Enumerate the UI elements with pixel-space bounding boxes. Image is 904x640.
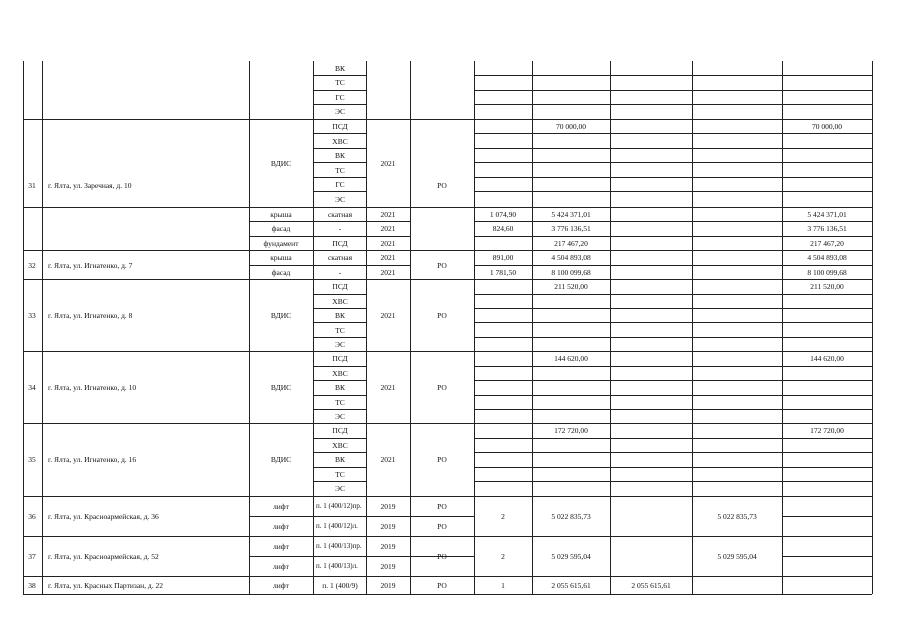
year: 2021	[380, 224, 396, 233]
owner: РО	[437, 383, 447, 392]
grid-line	[474, 148, 872, 149]
grid-line	[313, 162, 366, 163]
item-code: ПСД	[332, 282, 348, 291]
owner: РО	[437, 581, 447, 590]
grid-line	[474, 61, 475, 594]
grid-line	[23, 496, 872, 497]
grid-line	[42, 61, 43, 594]
work-type: фасад	[271, 224, 291, 233]
grid-line	[313, 438, 366, 439]
item-code: ТС	[335, 325, 345, 335]
year: 2021	[380, 268, 396, 277]
year: 2021	[380, 159, 396, 168]
capital-repair-table	[23, 61, 872, 594]
grid-line	[23, 423, 872, 424]
grid-line	[23, 119, 872, 120]
owner: РО	[437, 455, 447, 464]
grid-line	[23, 594, 872, 595]
work-type: ВДИС	[270, 455, 292, 464]
grid-line	[313, 75, 366, 76]
address: г. Ялта, ул. Игнатенко, д. 8	[48, 311, 133, 320]
grid-line	[313, 148, 366, 149]
grid-line	[474, 133, 872, 134]
area: 1 781,50	[489, 268, 517, 277]
work-type: лифт	[273, 502, 289, 511]
grid-line	[474, 481, 872, 482]
grid-line	[23, 279, 872, 280]
cost: 70 000,00	[556, 122, 586, 131]
address: г. Ялта, ул. Игнатенко, д. 16	[48, 455, 137, 464]
work-type: лифт	[273, 522, 289, 531]
grid-line	[313, 481, 366, 482]
grid-line	[313, 452, 366, 453]
address: г. Ялта, ул. Игнатенко, д. 10	[48, 383, 137, 392]
item-code: ПСД	[332, 122, 348, 131]
area: 824,60	[492, 224, 514, 233]
grid-line	[782, 516, 872, 517]
row-number: 37	[28, 552, 36, 561]
grid-line	[872, 61, 873, 594]
total: 3 776 136,51	[807, 224, 847, 233]
grid-line	[313, 380, 366, 381]
total: 217 467,20	[810, 239, 844, 248]
work-type: лифт	[273, 581, 289, 590]
grid-line	[610, 61, 611, 594]
item-code: ВК	[334, 151, 346, 160]
cost: 144 620,00	[554, 354, 588, 363]
item-code: ГС	[335, 180, 345, 189]
address: г. Ялта, ул. Красноармейская, д. 52	[48, 552, 159, 561]
work-type: фундамент	[263, 239, 299, 248]
item-code: ГС	[335, 93, 345, 102]
grid-line	[313, 337, 366, 338]
address: г. Ялта, ул. Игнатенко, д. 7	[48, 261, 133, 270]
item-code: ВК	[334, 383, 346, 392]
grid-line	[23, 576, 872, 577]
grid-line	[474, 452, 872, 453]
grid-line	[249, 221, 410, 222]
cost: 5 029 595,04	[551, 552, 591, 561]
grid-line	[313, 90, 366, 91]
item-code: ЭС	[335, 107, 345, 116]
grid-line	[366, 61, 367, 594]
grid-line	[782, 61, 783, 594]
address: г. Ялта, ул. Заречная, д. 10	[48, 181, 132, 190]
item-code: ЭС	[335, 484, 345, 493]
grid-line	[474, 438, 872, 439]
owner: РО	[437, 311, 447, 320]
lift-code: п. 1 (400/13)л.	[316, 562, 358, 570]
lift-code: п. 1 (400/13)пр.	[316, 542, 362, 550]
grid-line	[313, 191, 366, 192]
item-code: ТС	[335, 78, 345, 87]
grid-line	[23, 536, 872, 537]
address: г. Ялта, ул. Красных Партизан, д. 22	[48, 581, 163, 590]
grid-line	[474, 366, 872, 367]
row-number: 38	[28, 581, 36, 590]
cost: 8 100 099,68	[551, 268, 591, 277]
item-code: ПСД	[332, 239, 348, 248]
address: г. Ялта, ул. Красноармейская, д. 36	[48, 512, 159, 521]
grid-line	[474, 207, 872, 208]
total: 70 000,00	[812, 122, 842, 131]
cost: 5 022 835,73	[551, 512, 591, 521]
item-code: ПСД	[332, 354, 348, 363]
owner: РО	[437, 522, 447, 531]
lift-code: п. 1 (400/12)пр.	[316, 502, 362, 510]
work-type: крыша	[270, 253, 292, 262]
year: 2021	[380, 311, 396, 320]
grid-line	[249, 236, 410, 237]
grid-line	[474, 236, 872, 237]
work-type: фасад	[271, 268, 291, 277]
grid-line	[474, 308, 872, 309]
lift-code: п. 1 (400/9)	[322, 581, 358, 590]
grid-line	[474, 294, 872, 295]
item-code: ХВС	[332, 137, 348, 146]
work-type: лифт	[273, 542, 289, 551]
total: 8 100 099,68	[807, 268, 847, 277]
work-type: лифт	[273, 562, 289, 571]
item-code: ПСД	[332, 426, 348, 435]
total: 4 504 893,08	[807, 253, 847, 262]
owner: РО	[437, 181, 447, 190]
year: 2019	[380, 562, 396, 571]
grid-line	[532, 61, 533, 594]
year: 2019	[380, 502, 396, 511]
year: 2019	[380, 581, 396, 590]
grid-line	[313, 133, 366, 134]
total: 5 424 371,01	[807, 210, 847, 219]
cost: 172 720,00	[554, 426, 588, 435]
grid-line	[474, 395, 872, 396]
row-number: 35	[28, 455, 36, 464]
owner: РО	[437, 261, 447, 270]
grid-line	[313, 409, 366, 410]
year: 2021	[380, 253, 396, 262]
grid-line	[249, 265, 410, 266]
work-type: ВДИС	[270, 159, 292, 168]
item-code: ХВС	[332, 368, 348, 378]
grid-line	[313, 467, 366, 468]
grid-line	[313, 322, 366, 323]
count: 1	[501, 581, 505, 590]
grid-line	[474, 380, 872, 381]
item-code: ЭС	[335, 412, 345, 421]
area: 1 074,90	[489, 210, 517, 219]
item-code: скатная	[327, 253, 353, 262]
grid-line	[249, 207, 410, 208]
row-number: 36	[28, 512, 36, 521]
item-code: ТС	[335, 469, 345, 479]
grid-line	[692, 61, 693, 594]
work-type: ВДИС	[270, 311, 292, 320]
year: 2019	[380, 522, 396, 531]
cost: 217 467,20	[554, 239, 588, 248]
grid-line	[313, 366, 366, 367]
item-code: ТС	[335, 166, 345, 175]
grid-line	[313, 104, 366, 105]
grid-line	[474, 337, 872, 338]
total: 2 055 615,61	[631, 581, 671, 590]
item-code: ВК	[334, 64, 346, 73]
grid-line	[474, 221, 872, 222]
grid-line	[474, 104, 872, 105]
year: 2019	[380, 542, 396, 551]
item-code: ВК	[334, 455, 346, 464]
grid-line	[782, 556, 872, 557]
total: 144 620,00	[810, 354, 844, 363]
grid-line	[249, 516, 474, 517]
count: 2	[501, 552, 505, 561]
owner: РО	[437, 552, 447, 561]
grid-line	[474, 191, 872, 192]
row-number: 32	[28, 261, 36, 270]
cost: 211 520,00	[554, 282, 588, 291]
item-code: -	[338, 224, 342, 233]
grid-line	[23, 61, 24, 594]
year: 2021	[380, 210, 396, 219]
total: 5 029 595,04	[717, 552, 757, 561]
total: 172 720,00	[810, 426, 844, 435]
row-number: 31	[28, 181, 36, 190]
grid-line	[410, 61, 411, 594]
area: 891,00	[492, 253, 514, 262]
year: 2021	[380, 383, 396, 392]
grid-line	[474, 162, 872, 163]
year: 2021	[380, 239, 396, 248]
item-code: ТС	[335, 397, 345, 407]
grid-line	[313, 177, 366, 178]
item-code: ЭС	[335, 195, 345, 204]
grid-line	[474, 177, 872, 178]
grid-line	[313, 294, 366, 295]
row-number: 33	[28, 311, 36, 320]
owner: РО	[437, 502, 447, 511]
total: 211 520,00	[810, 282, 844, 291]
year: 2021	[380, 455, 396, 464]
count: 2	[501, 512, 505, 521]
grid-line	[249, 61, 250, 594]
lift-code: п. 1 (400/12)л.	[316, 522, 358, 530]
row-number: 34	[28, 383, 36, 392]
grid-line	[23, 351, 872, 352]
item-code: ЭС	[335, 340, 345, 349]
cost: 3 776 136,51	[551, 224, 591, 233]
item-code: ХВС	[332, 440, 348, 450]
cost: 4 504 893,08	[551, 253, 591, 262]
grid-line	[474, 322, 872, 323]
grid-line	[474, 265, 872, 266]
work-type: ВДИС	[270, 383, 292, 392]
item-code: скатная	[327, 210, 353, 219]
cost: 2 055 615,61	[551, 581, 591, 590]
grid-line	[23, 250, 872, 251]
work-type: крыша	[270, 210, 292, 219]
item-code: ХВС	[332, 296, 348, 306]
item-code: -	[338, 268, 342, 277]
grid-line	[313, 395, 366, 396]
grid-line	[474, 75, 872, 76]
grid-line	[313, 61, 314, 594]
total: 5 022 835,73	[717, 512, 757, 521]
grid-line	[313, 308, 366, 309]
grid-line	[474, 90, 872, 91]
item-code: ВК	[334, 311, 346, 320]
cost: 5 424 371,01	[551, 210, 591, 219]
grid-line	[474, 409, 872, 410]
grid-line	[474, 467, 872, 468]
